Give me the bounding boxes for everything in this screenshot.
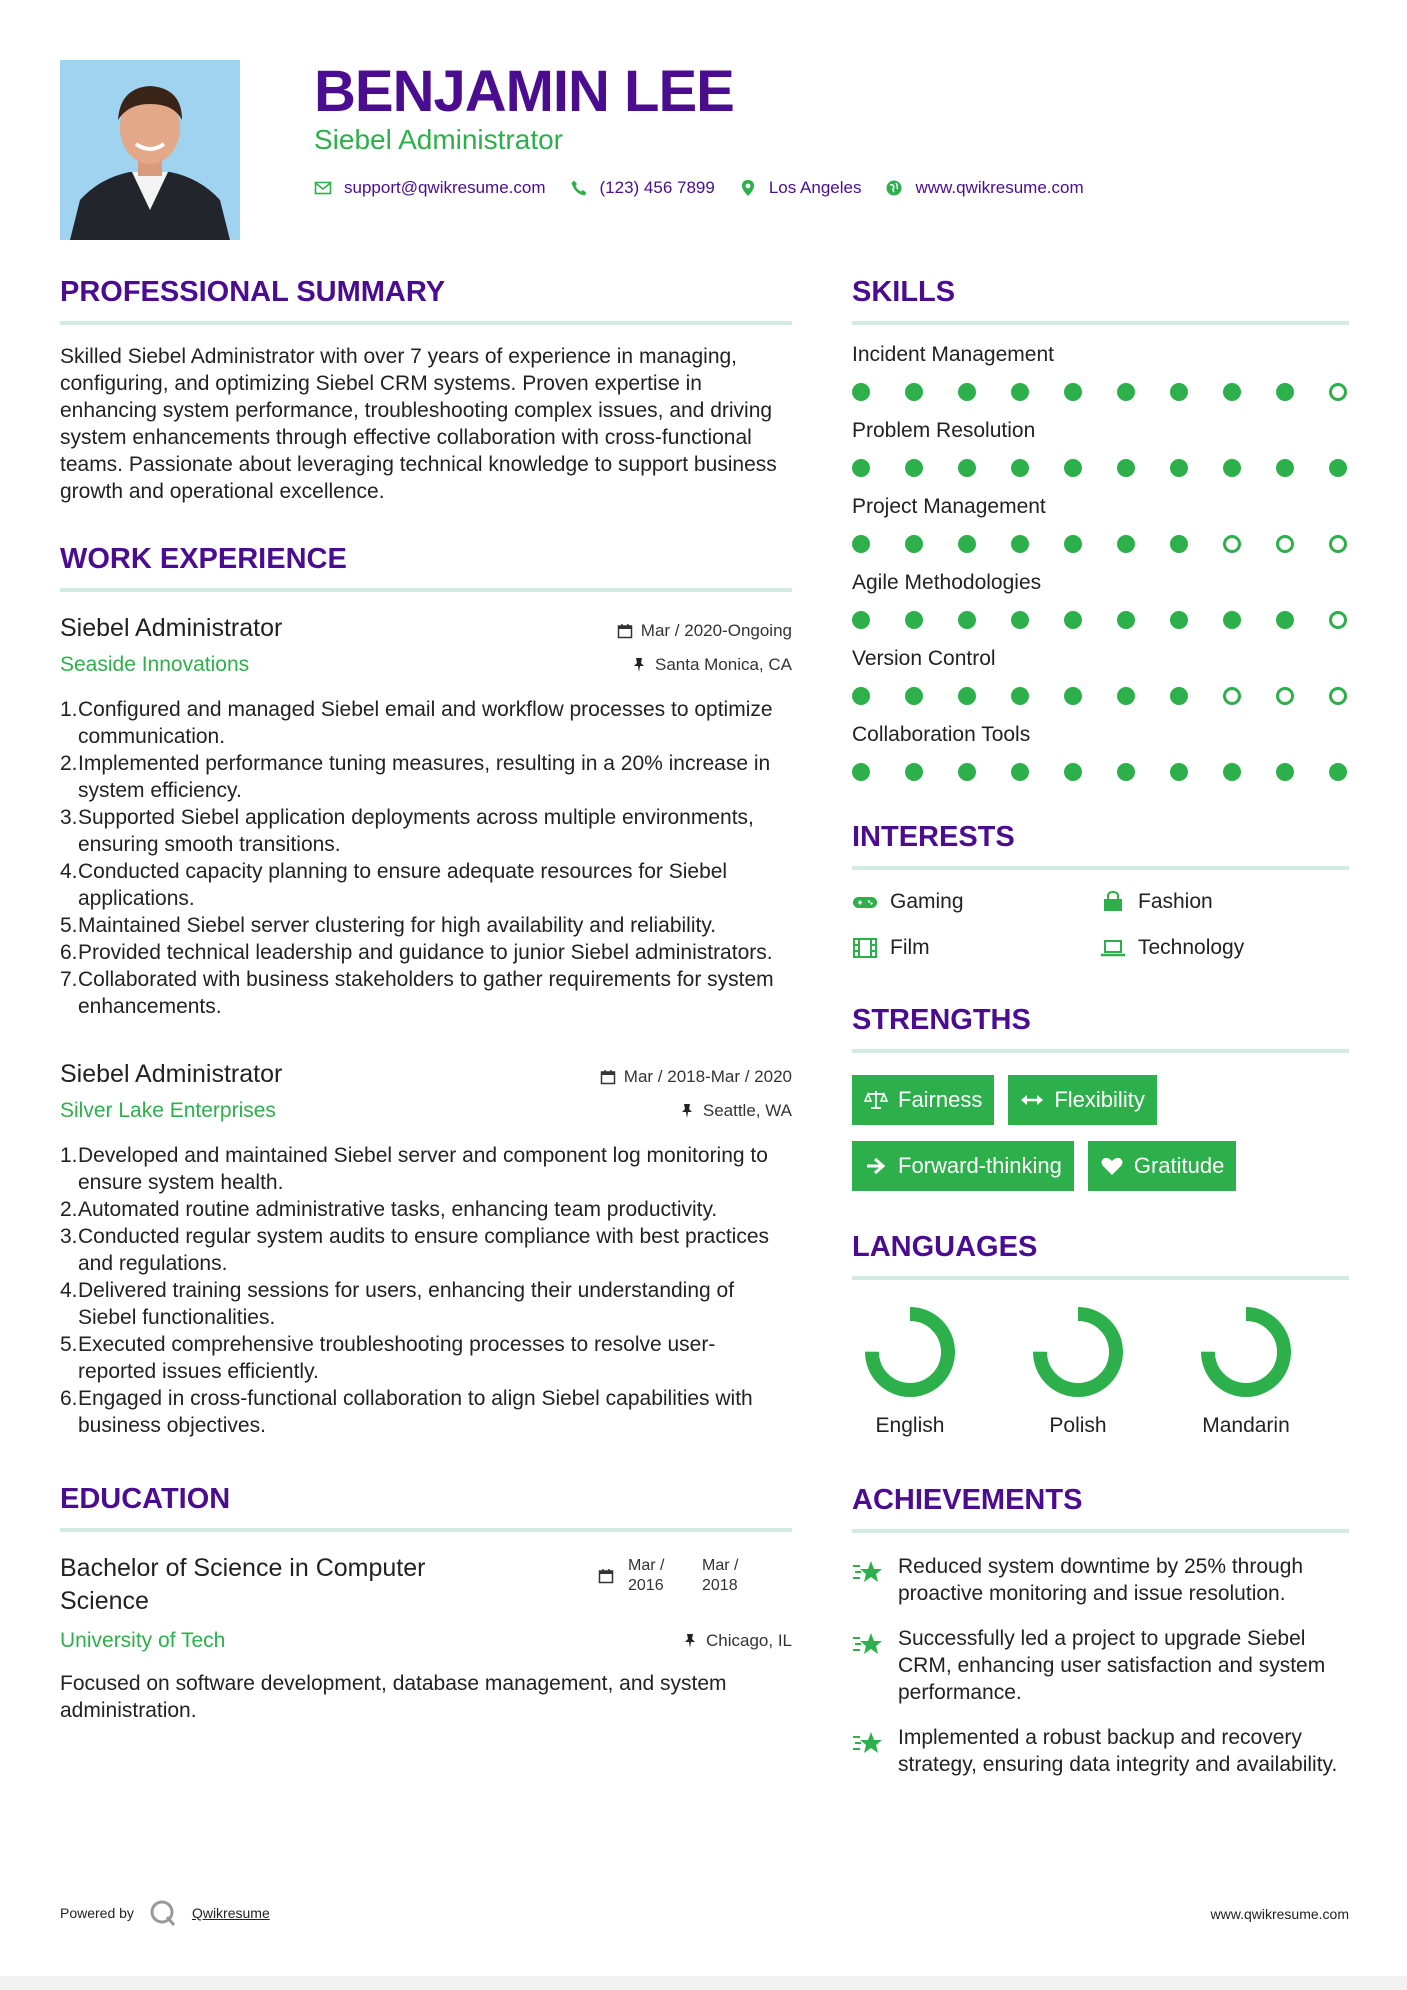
job-bullets [60, 696, 792, 1020]
bullet-number: 5. [60, 914, 78, 937]
contact-website[interactable] [885, 178, 1083, 198]
skill-rating [852, 535, 1349, 553]
language-name: English [875, 1414, 945, 1437]
rating-dot-filled [1064, 383, 1082, 401]
rating-dot-filled [1223, 459, 1241, 477]
language-progress-ring [1030, 1304, 1126, 1400]
film-icon [852, 937, 878, 959]
candidate-name: BENJAMIN LEE [314, 59, 734, 124]
rating-dot-filled [852, 459, 870, 477]
skill-item [852, 343, 1349, 401]
website-text: www.qwikresume.com [915, 178, 1084, 197]
job-entry [60, 614, 792, 1020]
bullet-text: Configured and managed Siebel email and workflow processes to optimize communication. [78, 698, 773, 748]
skill-item [852, 495, 1349, 553]
rating-dot-filled [905, 459, 923, 477]
education-entry [60, 1552, 792, 1618]
job-location-text: Seattle, WA [702, 1101, 792, 1120]
rating-dot-filled [1329, 459, 1347, 477]
bullet-number: 7. [60, 968, 78, 991]
strength-tag [852, 1075, 994, 1125]
strength-tag [1088, 1141, 1237, 1191]
page-bottom-bar [0, 1976, 1407, 1990]
arrows-horizontal-icon [1020, 1089, 1044, 1111]
contact-phone[interactable] [570, 178, 715, 198]
bullet-number: 4. [60, 860, 78, 883]
job-dates [617, 614, 792, 648]
bullet-item [60, 1277, 792, 1331]
summary-text: Skilled Siebel Administrator with over 7 years of experience in managing, configuring, and optimizing Siebel CRM systems. Proven expertise in enhancing system performance, troubleshooting complex issues, and driving system enhancements through effective collaboration with cross-functional teams. Passionate about leveraging technical knowledge to support business growth and operational excellence. [60, 345, 777, 503]
rating-dot-empty [1223, 687, 1241, 705]
languages-title: LANGUAGES [852, 1231, 1349, 1280]
skill-rating [852, 763, 1349, 781]
footer-powered-by [60, 1898, 270, 1928]
bullet-text: Developed and maintained Siebel server and component log monitoring to ensure system health. [78, 1144, 768, 1194]
rating-dot-filled [1170, 611, 1188, 629]
contact-location [739, 178, 862, 198]
email-text: support@qwikresume.com [344, 178, 546, 197]
rating-dot-filled [1064, 687, 1082, 705]
bullet-number: 1. [60, 698, 78, 721]
rating-dot-filled [1011, 687, 1029, 705]
bullet-number: 5. [60, 1333, 78, 1356]
rating-dot-filled [1011, 611, 1029, 629]
achievement-text: Implemented a robust backup and recovery strategy, ensuring data integrity and availability. [898, 1726, 1338, 1776]
strengths-title: STRENGTHS [852, 1004, 1349, 1053]
skill-name: Problem Resolution [852, 419, 1036, 442]
job-company-row [60, 648, 792, 682]
calendar-icon [598, 1568, 614, 1584]
skill-name: Agile Methodologies [852, 571, 1042, 594]
strength-tag [852, 1141, 1074, 1191]
education-title: EDUCATION [60, 1483, 792, 1532]
job-location [631, 648, 792, 682]
profile-photo [60, 60, 240, 240]
rating-dot-filled [1117, 687, 1135, 705]
language-item [1194, 1304, 1298, 1438]
languages-list [852, 1304, 1349, 1438]
rating-dot-filled [958, 611, 976, 629]
rating-dot-filled [1064, 611, 1082, 629]
interest-item [1100, 936, 1348, 960]
education-dates [598, 1552, 756, 1618]
shopping-bag-icon [1100, 891, 1126, 913]
strength-tag [1008, 1075, 1156, 1125]
star-icon [852, 1629, 884, 1659]
rating-dot-filled [958, 459, 976, 477]
phone-icon [570, 179, 588, 197]
rating-dot-empty [1329, 611, 1347, 629]
education-description: Focused on software development, database management, and system administration. [60, 1672, 727, 1722]
skills-title: SKILLS [852, 276, 1349, 325]
bullet-text: Supported Siebel application deployments across multiple environments, ensuring smooth transitions. [78, 806, 754, 856]
rating-dot-filled [1117, 611, 1135, 629]
bullet-number: 3. [60, 1225, 78, 1248]
left-column [60, 276, 792, 1724]
achievement-item [852, 1553, 1349, 1607]
balance-scale-icon [864, 1089, 888, 1111]
contact-bar [314, 178, 1094, 198]
laptop-icon [1100, 937, 1126, 959]
rating-dot-filled [1276, 611, 1294, 629]
skill-rating [852, 611, 1349, 629]
bullet-text: Collaborated with business stakeholders to gather requirements for system enhancements. [78, 968, 774, 1018]
rating-dot-empty [1276, 687, 1294, 705]
skill-name: Collaboration Tools [852, 723, 1031, 746]
strength-label: Fairness [898, 1087, 983, 1112]
envelope-icon [314, 179, 332, 197]
bullet-item [60, 696, 792, 750]
skills-list [852, 343, 1349, 781]
rating-dot-filled [1117, 383, 1135, 401]
language-progress-ring [1198, 1304, 1294, 1400]
rating-dot-filled [1117, 535, 1135, 553]
job-location-text: Santa Monica, CA [654, 655, 792, 674]
achievements-title: ACHIEVEMENTS [852, 1484, 1349, 1533]
rating-dot-filled [1170, 687, 1188, 705]
education-end: Mar / 2018 [702, 1557, 739, 1594]
rating-dot-filled [1276, 383, 1294, 401]
job-entry [60, 1060, 792, 1439]
rating-dot-filled [852, 763, 870, 781]
rating-dot-filled [958, 763, 976, 781]
job-company: Seaside Innovations [60, 653, 250, 676]
globe-icon [885, 179, 903, 197]
rating-dot-empty [1329, 687, 1347, 705]
education-location: Chicago, IL [706, 1631, 792, 1650]
rating-dot-empty [1329, 383, 1347, 401]
bullet-text: Conducted capacity planning to ensure adequate resources for Siebel applications. [78, 860, 728, 910]
calendar-icon [600, 1069, 616, 1085]
interest-label: Film [890, 936, 930, 959]
bullet-number: 4. [60, 1279, 78, 1302]
rating-dot-filled [1329, 763, 1347, 781]
rating-dot-filled [958, 383, 976, 401]
rating-dot-filled [1011, 763, 1029, 781]
rating-dot-filled [1276, 459, 1294, 477]
rating-dot-filled [1170, 383, 1188, 401]
rating-dot-empty [1276, 535, 1294, 553]
rating-dot-filled [1223, 763, 1241, 781]
job-title: Siebel Administrator [60, 1060, 283, 1088]
bullet-item [60, 912, 792, 939]
gamepad-icon [852, 891, 878, 913]
strength-label: Gratitude [1133, 1153, 1225, 1178]
achievements-list [852, 1553, 1349, 1778]
achievement-item [852, 1625, 1349, 1706]
candidate-role: Siebel Administrator [314, 124, 564, 155]
bullet-text: Delivered training sessions for users, enhancing their understanding of Siebel functionalities. [78, 1279, 735, 1329]
interest-item [852, 936, 1100, 960]
star-icon [852, 1728, 884, 1758]
rating-dot-filled [852, 535, 870, 553]
education-location-wrap [682, 1624, 792, 1658]
bullet-text: Provided technical leadership and guidance to junior Siebel administrators. [78, 941, 773, 964]
rating-dot-filled [1170, 535, 1188, 553]
skill-name: Version Control [852, 647, 996, 670]
bullet-number: 1. [60, 1144, 78, 1167]
job-company-row [60, 1094, 792, 1128]
rating-dot-filled [852, 383, 870, 401]
job-bullets [60, 1142, 792, 1439]
job-header [60, 1060, 792, 1094]
job-location-wrap [631, 648, 792, 682]
skill-item [852, 647, 1349, 705]
job-location-wrap [679, 1094, 792, 1128]
strengths-list [852, 1075, 1312, 1191]
bullet-item [60, 804, 792, 858]
bullet-item [60, 858, 792, 912]
pin-icon [679, 1103, 695, 1119]
calendar-icon [617, 623, 633, 639]
interest-item [852, 890, 1100, 914]
rating-dot-filled [1011, 383, 1029, 401]
rating-dot-filled [958, 535, 976, 553]
rating-dot-filled [1223, 611, 1241, 629]
location-text: Los Angeles [768, 178, 862, 197]
summary-title: PROFESSIONAL SUMMARY [60, 276, 792, 325]
job-location [679, 1094, 792, 1128]
interests-list [852, 890, 1349, 960]
job-meta [617, 614, 792, 648]
job-company: Silver Lake Enterprises [60, 1099, 276, 1122]
language-name: Polish [1049, 1414, 1107, 1437]
education-start: Mar / 2016 [628, 1557, 665, 1594]
skill-name: Incident Management [852, 343, 1054, 366]
rating-dot-filled [1170, 763, 1188, 781]
rating-dot-empty [1223, 535, 1241, 553]
bullet-item [60, 1223, 792, 1277]
skill-name: Project Management [852, 495, 1046, 518]
rating-dot-filled [1011, 535, 1029, 553]
rating-dot-filled [1064, 459, 1082, 477]
education-degree: Bachelor of Science in Computer Science [60, 1554, 426, 1615]
bullet-number: 3. [60, 806, 78, 829]
strength-label: Forward-thinking [898, 1153, 1062, 1178]
arrow-right-icon [864, 1155, 888, 1177]
bullet-item [60, 1142, 792, 1196]
star-icon [852, 1557, 884, 1587]
map-marker-icon [739, 179, 757, 197]
heart-icon [1100, 1155, 1124, 1177]
job-dates-text: Mar / 2018-Mar / 2020 [623, 1067, 792, 1086]
bullet-number: 6. [60, 1387, 78, 1410]
rating-dot-filled [852, 611, 870, 629]
interest-label: Gaming [890, 890, 964, 913]
qwikresume-logo-icon [148, 1898, 178, 1928]
interest-label: Technology [1138, 936, 1245, 959]
bullet-text: Implemented performance tuning measures, resulting in a 20% increase in system efficiency. [78, 752, 771, 802]
job-dates-text: Mar / 2020-Ongoing [640, 621, 792, 640]
bullet-text: Maintained Siebel server clustering for high availability and reliability. [78, 914, 717, 937]
bullet-number: 6. [60, 941, 78, 964]
interest-label: Fashion [1138, 890, 1213, 913]
rating-dot-filled [905, 535, 923, 553]
strength-label: Flexibility [1054, 1087, 1145, 1112]
skill-item [852, 419, 1349, 477]
bullet-text: Conducted regular system audits to ensure compliance with best practices and regulations. [78, 1225, 770, 1275]
achievement-text: Successfully led a project to upgrade Siebel CRM, enhancing user satisfaction and system performance. [898, 1627, 1326, 1704]
pin-icon [631, 657, 647, 673]
rating-dot-filled [1011, 459, 1029, 477]
rating-dot-filled [1223, 383, 1241, 401]
rating-dot-filled [1064, 535, 1082, 553]
job-header [60, 614, 792, 648]
interest-item [1100, 890, 1348, 914]
education-school: University of Tech [60, 1629, 226, 1652]
skill-rating [852, 687, 1349, 705]
rating-dot-filled [905, 383, 923, 401]
bullet-item [60, 939, 792, 966]
language-name: Mandarin [1202, 1414, 1290, 1437]
footer-website[interactable]: www.qwikresume.com [1210, 1906, 1349, 1922]
bullet-text: Engaged in cross-functional collaboration to align Siebel capabilities with business objectives. [78, 1387, 753, 1437]
bullet-item [60, 1331, 792, 1385]
language-item [1026, 1304, 1130, 1438]
achievement-text: Reduced system downtime by 25% through proactive monitoring and issue resolution. [898, 1555, 1304, 1605]
job-title: Siebel Administrator [60, 614, 283, 642]
rating-dot-filled [1117, 459, 1135, 477]
achievement-item [852, 1724, 1349, 1778]
interests-title: INTERESTS [852, 821, 1349, 870]
skill-rating [852, 383, 1349, 401]
job-dates [600, 1060, 792, 1094]
job-meta [600, 1060, 792, 1094]
skill-item [852, 723, 1349, 781]
bullet-item [60, 1385, 792, 1439]
phone-text: (123) 456 7899 [599, 178, 715, 197]
job-list [60, 614, 792, 1439]
bullet-number: 2. [60, 1198, 78, 1221]
pin-icon [682, 1633, 698, 1649]
bullet-text: Executed comprehensive troubleshooting processes to resolve user-reported issues efficiently. [78, 1333, 716, 1383]
rating-dot-empty [1329, 535, 1347, 553]
language-progress-ring [862, 1304, 958, 1400]
bullet-number: 2. [60, 752, 78, 775]
rating-dot-filled [905, 763, 923, 781]
rating-dot-filled [852, 687, 870, 705]
contact-email[interactable] [314, 178, 546, 198]
powered-by-text: Powered by [60, 1905, 134, 1921]
skill-rating [852, 459, 1349, 477]
bullet-item [60, 750, 792, 804]
rating-dot-filled [905, 687, 923, 705]
rating-dot-filled [1170, 459, 1188, 477]
skill-item [852, 571, 1349, 629]
bullet-item [60, 1196, 792, 1223]
brand-link[interactable]: Qwikresume [191, 1905, 270, 1921]
rating-dot-filled [1276, 763, 1294, 781]
bullet-item [60, 966, 792, 1020]
experience-title: WORK EXPERIENCE [60, 543, 792, 592]
rating-dot-filled [905, 611, 923, 629]
language-item [858, 1304, 962, 1438]
bullet-text: Automated routine administrative tasks, enhancing team productivity. [78, 1198, 718, 1221]
rating-dot-filled [1117, 763, 1135, 781]
right-column [852, 276, 1349, 1796]
rating-dot-filled [1064, 763, 1082, 781]
rating-dot-filled [958, 687, 976, 705]
